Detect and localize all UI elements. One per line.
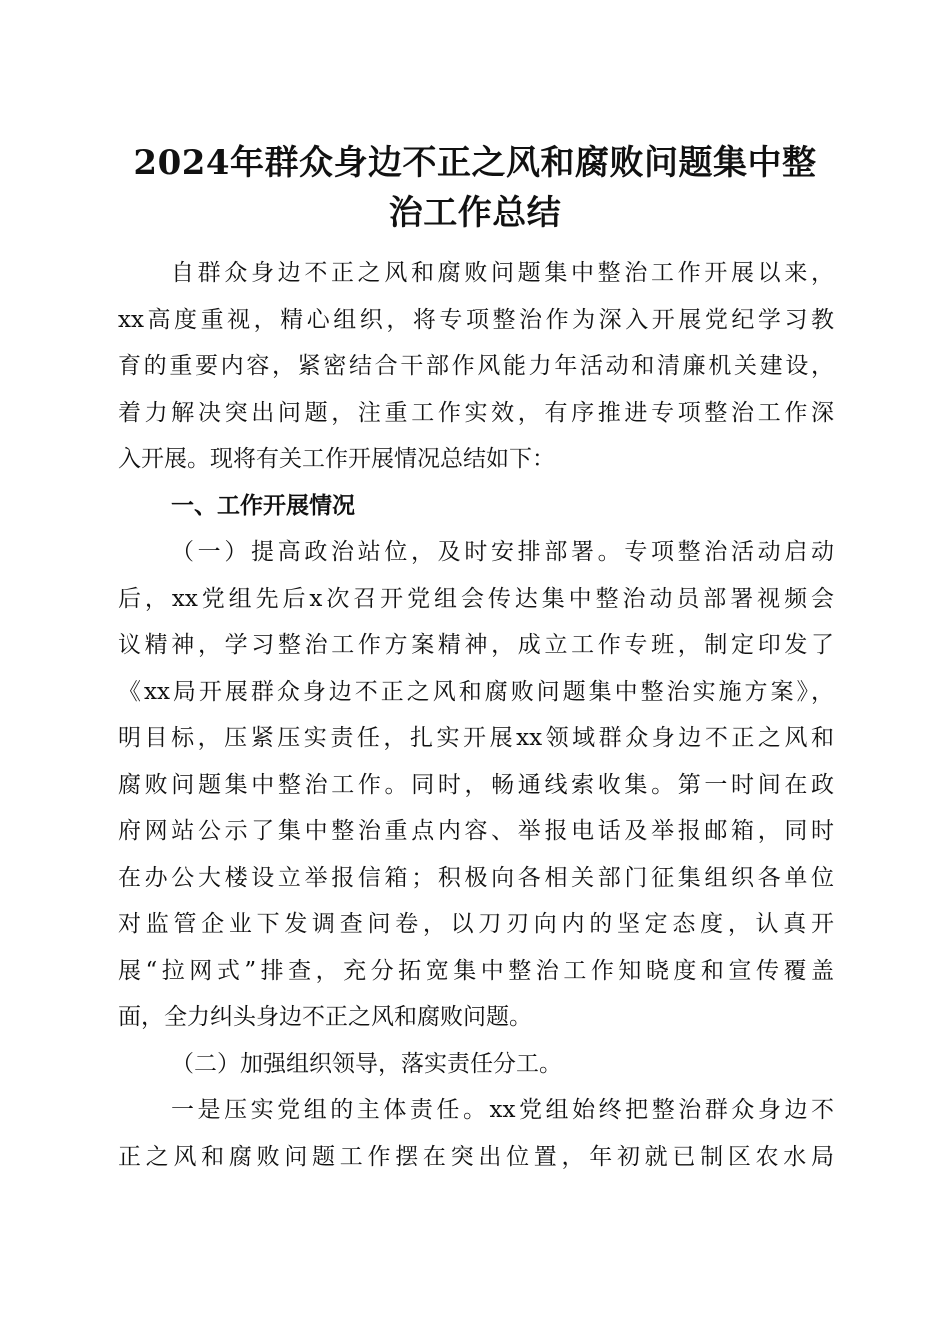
paragraph-line: （一）提高政治站位，及时安排部署。专项整治活动启动 [171, 539, 834, 565]
subsection-2-paragraph [118, 1087, 834, 1180]
paragraph-line: 着力解决突出问题，注重工作实效，有序推进专项整治工作深 [118, 399, 834, 426]
paragraph-line: 在办公大楼设立举报信箱；积极向各相关部门征集组织各单位 [118, 864, 834, 891]
paragraph-line: 自群众身边不正之风和腐败问题集中整治工作开展以来， [171, 260, 834, 286]
paragraph-line: 议精神，学习整治工作方案精神，成立工作专班，制定印发了 [118, 632, 834, 658]
paragraph-line: 腐败问题集中整治工作。同时，畅通线索收集。第一时间在政 [118, 771, 834, 798]
document-title [110, 138, 840, 238]
document-body [118, 250, 834, 1180]
subsection-heading: （二）加强组织领导，落实责任分工。 [171, 1050, 562, 1077]
paragraph-line: 正之风和腐败问题工作摆在突出位置，年初就已制区农水局 [118, 1143, 834, 1170]
section-heading: 一、工作开展情况 [171, 492, 355, 519]
paragraph-line: 明目标，压紧压实责任，扎实开展xx领域群众身边不正之风和 [118, 725, 834, 751]
title-line-1: 2024年群众身边不正之风和腐败问题集中整 [133, 143, 817, 183]
paragraph-line: 面，全力纠头身边不正之风和腐败问题。 [118, 1004, 532, 1030]
paragraph-line: 入开展。现将有关工作开展情况总结如下： [118, 446, 555, 472]
paragraph-line: xx高度重视，精心组织，将专项整治作为深入开展党纪学习教 [118, 306, 834, 333]
paragraph-line: 对监管企业下发调查问卷，以刀刃向内的坚定态度，认真开 [118, 911, 834, 937]
subsection-1-paragraph [118, 529, 834, 1041]
paragraph-line: 府网站公示了集中整治重点内容、举报电话及举报邮箱，同时 [118, 818, 834, 844]
paragraph-line: 一是压实党组的主体责任。xx党组始终把整治群众身边不 [171, 1097, 834, 1123]
paragraph-line: 育的重要内容，紧密结合干部作风能力年活动和清廉机关建设， [118, 353, 834, 379]
paragraph-line: 后，xx党组先后x次召开党组会传达集中整治动员部署视频会 [118, 585, 834, 612]
title-line-2: 治工作总结 [388, 193, 562, 233]
paragraph-line: 《xx局开展群众身边不正之风和腐败问题集中整治实施方案》， [118, 678, 834, 705]
intro-paragraph [118, 250, 834, 483]
paragraph-line: 展“拉网式”排查，充分拓宽集中整治工作知晓度和宣传覆盖 [118, 957, 834, 984]
